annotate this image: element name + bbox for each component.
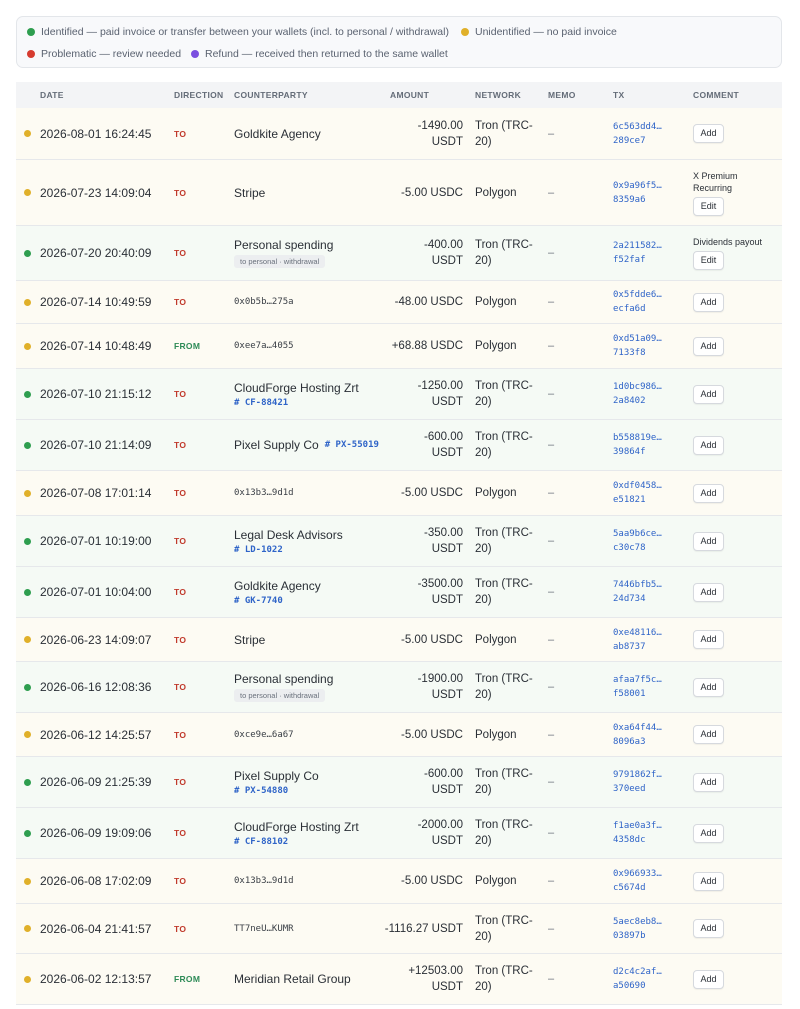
amount-currency: USDT: [431, 447, 463, 459]
add-comment-button[interactable]: Add: [693, 337, 724, 356]
tx-hash-part: a50690: [613, 981, 646, 991]
legend-dot-problematic: [27, 50, 35, 58]
tx-hash-link[interactable]: [613, 915, 662, 943]
transaction-date: 2026-06-08 17:02:09: [40, 874, 152, 888]
status-dot-unidentified: [24, 925, 31, 932]
column-header-counterparty[interactable]: COUNTERPARTY: [234, 90, 308, 100]
counterparty-name: Meridian Retail Group: [234, 972, 351, 986]
tx-hash-part: e51821: [613, 495, 646, 505]
network-name: Polygon: [475, 340, 517, 352]
memo-value: –: [548, 875, 555, 887]
direction-badge: FROM: [174, 341, 201, 351]
network-name: Tron (TRC-: [475, 914, 533, 927]
invoice-ref-link[interactable]: # PX-54880: [234, 785, 289, 796]
amount-value: -400.00: [423, 239, 463, 251]
direction-badge: TO: [174, 876, 187, 886]
amount-value: -1116.27 USDT: [384, 922, 463, 935]
network-name: Tron (TRC-: [475, 380, 533, 392]
direction-badge: FROM: [174, 974, 201, 984]
counterparty-address: 0x0b5b…275a: [234, 297, 294, 307]
status-dot-unidentified: [24, 343, 31, 350]
add-comment-button[interactable]: Add: [693, 436, 724, 455]
tx-hash-part: 370eed: [613, 784, 646, 794]
memo-value: –: [548, 127, 555, 140]
memo-value: –: [548, 340, 555, 352]
tx-hash-part: 2a211582…: [613, 241, 662, 251]
table-row[interactable]: [16, 471, 782, 516]
network-name: Polygon: [475, 728, 517, 741]
invoice-ref-link[interactable]: # CF-88421: [234, 397, 289, 408]
memo-value: –: [548, 439, 555, 451]
tx-hash-link[interactable]: [613, 239, 662, 267]
direction-badge: TO: [174, 682, 187, 692]
tx-hash-link[interactable]: [613, 721, 662, 749]
counterparty-address: 0xce9e…6a67: [234, 729, 294, 740]
direction-badge: TO: [174, 440, 187, 450]
amount-value: -5.00 USDC: [401, 633, 463, 646]
amount-currency: USDT: [431, 784, 463, 796]
tx-hash-part: 0x9a96f5…: [613, 180, 662, 191]
add-comment-button[interactable]: Add: [693, 678, 724, 697]
tx-hash-link[interactable]: [613, 527, 662, 555]
status-dot-identified: [24, 589, 31, 596]
transaction-date: 2026-06-12 14:25:57: [40, 727, 152, 742]
tx-hash-part: ecfa6d: [613, 304, 646, 314]
direction-badge: TO: [174, 828, 187, 838]
tx-hash-part: c5674d: [613, 883, 646, 893]
transaction-date: 2026-07-10 21:15:12: [40, 387, 152, 401]
tx-hash-link[interactable]: [613, 380, 662, 408]
counterparty-name: Goldkite Agency: [234, 126, 321, 141]
transaction-date: 2026-07-23 14:09:04: [40, 185, 152, 200]
legend-item-identified: [27, 26, 449, 38]
tx-hash-link[interactable]: [613, 626, 662, 654]
add-comment-button[interactable]: Add: [693, 773, 724, 792]
network-name: Tron (TRC-: [475, 527, 533, 539]
column-header-memo[interactable]: MEMO: [548, 90, 576, 100]
amount-value: -5.00 USDC: [401, 875, 463, 887]
tx-hash-link[interactable]: [613, 965, 662, 993]
counterparty-name: CloudForge Hosting Zrt: [234, 380, 359, 395]
tx-hash-part: afaa7f5c…: [613, 675, 662, 685]
amount-value: +68.88 USDC: [391, 340, 463, 352]
tx-hash-link[interactable]: [613, 867, 662, 895]
network-name: Tron (TRC-: [475, 119, 533, 132]
table-row[interactable]: [16, 281, 782, 324]
memo-value: –: [548, 973, 555, 985]
direction-badge: TO: [174, 587, 187, 597]
transaction-date: 2026-06-04 21:41:57: [40, 921, 152, 936]
edit-comment-button[interactable]: Edit: [693, 197, 724, 216]
tx-hash-part: 2a8402: [613, 396, 646, 406]
add-comment-button[interactable]: Add: [693, 484, 724, 503]
amount-value: -1250.00: [417, 380, 463, 392]
status-dot-unidentified: [24, 976, 31, 983]
counterparty-name: Personal spending: [234, 672, 334, 686]
tx-hash-part: 0xd51a09…: [613, 334, 662, 344]
legend-label: Problematic — review needed: [41, 48, 182, 60]
status-dot-identified: [24, 830, 31, 837]
network-name: Tron (TRC-: [475, 578, 533, 590]
tx-hash-part: 0xdf0458…: [613, 481, 662, 491]
network-name-cont: 20): [475, 447, 492, 459]
network-name: Tron (TRC-: [475, 768, 533, 780]
tx-hash-part: f52faf: [613, 255, 646, 265]
amount-currency: USDT: [431, 835, 463, 847]
network-name: Tron (TRC-: [475, 673, 533, 685]
tx-hash-part: 7446bfb5…: [613, 580, 662, 590]
transaction-date: 2026-06-09 21:25:39: [40, 775, 152, 789]
direction-badge: TO: [174, 187, 187, 198]
tx-hash-link[interactable]: [613, 673, 662, 701]
transaction-date: 2026-07-01 10:04:00: [40, 585, 152, 599]
legend-item-problematic: [27, 48, 181, 60]
network-name-cont: 20): [475, 835, 492, 847]
amount-currency: USDT: [431, 981, 463, 993]
invoice-ref-link[interactable]: # GK-7740: [234, 595, 283, 606]
tx-hash-part: 24d734: [613, 594, 646, 604]
amount-value: -600.00: [423, 431, 463, 443]
memo-value: –: [548, 681, 555, 693]
table-header: [16, 82, 782, 109]
tx-hash-part: 39864f: [613, 447, 646, 457]
column-header-network[interactable]: NETWORK: [475, 90, 522, 100]
status-dot-identified: [24, 250, 31, 257]
amount-currency: USDT: [431, 135, 463, 148]
tx-hash-part: d2c4c2af…: [613, 967, 662, 977]
comment-text: X Premium Recurring: [693, 170, 738, 193]
add-comment-button[interactable]: Add: [693, 970, 724, 989]
table-row[interactable]: [16, 160, 782, 226]
column-header-tx[interactable]: TX: [613, 90, 625, 100]
tx-hash-part: f58001: [613, 689, 646, 699]
network-name-cont: 20): [475, 396, 492, 408]
tx-hash-part: 0x5fdde6…: [613, 290, 662, 300]
status-dot-unidentified: [24, 636, 31, 643]
network-name: Polygon: [475, 487, 517, 499]
direction-badge: TO: [174, 248, 187, 258]
table-row[interactable]: [16, 904, 782, 954]
amount-currency: USDT: [431, 255, 463, 267]
tx-hash-part: 0x966933…: [613, 869, 662, 879]
transaction-date: 2026-07-01 10:19:00: [40, 534, 152, 548]
tx-hash-link[interactable]: [613, 431, 662, 459]
network-name: Tron (TRC-: [475, 239, 533, 251]
add-comment-button[interactable]: Add: [693, 532, 724, 551]
table-row[interactable]: [16, 369, 782, 420]
tx-hash-link[interactable]: [613, 179, 662, 207]
table-row[interactable]: [16, 757, 782, 808]
amount-currency: USDT: [431, 689, 463, 701]
transaction-date: 2026-06-16 12:08:36: [40, 680, 152, 694]
network-name-cont: 20): [475, 930, 492, 943]
legend-label: Refund — received then returned to the same wallet: [205, 48, 448, 60]
legend-item-unidentified: [461, 26, 617, 38]
amount-value: -5.00 USDC: [401, 186, 463, 199]
direction-badge: TO: [174, 536, 187, 546]
tx-hash-part: 03897b: [613, 930, 646, 941]
withdrawal-tag: to personal · withdrawal: [234, 689, 325, 702]
tx-hash-part: 7133f8: [613, 348, 646, 358]
tx-hash-link[interactable]: [613, 578, 662, 606]
legend-label: Identified — paid invoice or transfer between your wallets (incl. to personal / withdrawal): [41, 26, 449, 38]
tx-hash-link[interactable]: [613, 819, 662, 847]
counterparty-address: 0x13b3…9d1d: [234, 488, 294, 498]
transaction-date: 2026-07-14 10:48:49: [40, 339, 152, 353]
table-row[interactable]: [16, 662, 782, 713]
amount-currency: USDT: [431, 594, 463, 606]
status-dot-identified: [24, 538, 31, 545]
tx-hash-link[interactable]: [613, 479, 662, 507]
amount-value: -48.00 USDC: [394, 296, 463, 308]
memo-value: –: [548, 535, 555, 547]
amount-value: -2000.00: [417, 819, 463, 831]
transaction-date: 2026-06-23 14:09:07: [40, 632, 152, 647]
invoice-ref-link[interactable]: # PX-55019: [324, 440, 379, 450]
status-dot-identified: [24, 391, 31, 398]
direction-badge: TO: [174, 634, 187, 645]
amount-value: -1900.00: [417, 673, 463, 685]
network-name-cont: 20): [475, 255, 492, 267]
column-header-date[interactable]: DATE: [40, 90, 64, 100]
tx-hash-part: 8359a6: [613, 194, 646, 205]
direction-badge: TO: [174, 777, 187, 787]
legend-dot-unidentified: [461, 28, 469, 36]
amount-value: +12503.00: [408, 965, 463, 977]
network-name-cont: 20): [475, 784, 492, 796]
legend-dot-identified: [27, 28, 35, 36]
network-name-cont: 20): [475, 594, 492, 606]
counterparty-name: Stripe: [234, 632, 266, 647]
counterparty-name: Stripe: [234, 185, 266, 200]
network-name-cont: 20): [475, 135, 492, 148]
table-row[interactable]: [16, 713, 782, 757]
status-legend: [16, 16, 782, 68]
direction-badge: TO: [174, 729, 187, 740]
direction-badge: TO: [174, 128, 187, 139]
memo-value: –: [548, 186, 555, 199]
transaction-date: 2026-07-08 17:01:14: [40, 486, 152, 500]
counterparty-address: 0xee7a…4055: [234, 341, 294, 351]
counterparty-address: TT7neU…KUMR: [234, 923, 294, 934]
add-comment-button[interactable]: Add: [693, 124, 724, 143]
direction-badge: TO: [174, 923, 187, 934]
memo-value: –: [548, 776, 555, 788]
direction-badge: TO: [174, 488, 187, 498]
network-name: Tron (TRC-: [475, 819, 533, 831]
network-name: Tron (TRC-: [475, 431, 533, 443]
tx-hash-link[interactable]: [613, 288, 662, 316]
tx-hash-part: 6c563dd4…: [613, 121, 662, 132]
transaction-date: 2026-07-20 20:40:09: [40, 246, 152, 260]
table-row[interactable]: [16, 859, 782, 904]
tx-hash-part: 5aa9b6ce…: [613, 529, 662, 539]
amount-currency: USDT: [431, 396, 463, 408]
memo-value: –: [548, 487, 555, 499]
table-row[interactable]: [16, 954, 782, 1005]
table-row[interactable]: [16, 618, 782, 662]
status-dot-unidentified: [24, 731, 31, 738]
transaction-date: 2026-08-01 16:24:45: [40, 126, 152, 141]
add-comment-button[interactable]: Add: [693, 824, 724, 843]
table-row[interactable]: [16, 567, 782, 618]
legend-item-refund: [191, 48, 448, 60]
tx-hash-part: 4358dc: [613, 835, 646, 845]
add-comment-button[interactable]: Add: [693, 919, 724, 938]
tx-hash-part: 8096a3: [613, 736, 646, 747]
amount-value: -3500.00: [417, 578, 463, 590]
add-comment-button[interactable]: Add: [693, 872, 724, 891]
amount-value: -600.00: [423, 768, 463, 780]
memo-value: –: [548, 827, 555, 839]
status-dot-unidentified: [24, 130, 31, 137]
table-row[interactable]: [16, 324, 782, 369]
add-comment-button[interactable]: Add: [693, 385, 724, 404]
counterparty-name: Legal Desk Advisors: [234, 527, 343, 542]
legend-label: Unidentified — no paid invoice: [475, 26, 617, 38]
network-name: Polygon: [475, 186, 517, 199]
status-dot-unidentified: [24, 299, 31, 306]
network-name-cont: 20): [475, 689, 492, 701]
status-dot-identified: [24, 684, 31, 691]
status-dot-identified: [24, 779, 31, 786]
tx-hash-part: 5aec8eb8…: [613, 916, 662, 927]
status-dot-unidentified: [24, 490, 31, 497]
status-dot-identified: [24, 442, 31, 449]
tx-hash-part: 9791862f…: [613, 770, 662, 780]
network-name: Polygon: [475, 296, 517, 308]
add-comment-button[interactable]: Add: [693, 725, 724, 744]
counterparty-name: Goldkite Agency: [234, 578, 321, 593]
counterparty-name: CloudForge Hosting Zrt: [234, 819, 359, 834]
table-row[interactable]: [16, 516, 782, 567]
table-row[interactable]: [16, 808, 782, 859]
tx-hash-part: c30c78: [613, 543, 646, 553]
table-row[interactable]: [16, 420, 782, 471]
legend-dot-refund: [191, 50, 199, 58]
tx-hash-link[interactable]: [613, 120, 662, 148]
tx-hash-part: b558819e…: [613, 433, 662, 443]
table-row[interactable]: [16, 226, 782, 281]
network-name: Polygon: [475, 633, 517, 646]
amount-value: -350.00: [423, 527, 463, 539]
tx-hash-link[interactable]: [613, 768, 662, 796]
invoice-ref-link[interactable]: # LD-1022: [234, 544, 283, 555]
tx-hash-part: f1ae0a3f…: [613, 821, 662, 831]
comment-text: Dividends payout: [693, 237, 763, 247]
column-header-comment[interactable]: COMMENT: [693, 90, 740, 100]
memo-value: –: [548, 728, 555, 741]
amount-value: -5.00 USDC: [401, 728, 463, 741]
network-name-cont: 20): [475, 981, 492, 993]
amount-currency: USDT: [431, 543, 463, 555]
counterparty-name: Pixel Supply Co: [234, 438, 319, 452]
direction-badge: TO: [174, 389, 187, 399]
column-header-direction[interactable]: DIRECTION: [174, 90, 224, 100]
memo-value: –: [548, 247, 555, 259]
amount-value: -5.00 USDC: [401, 487, 463, 499]
network-name-cont: 20): [475, 543, 492, 555]
table-row[interactable]: [16, 108, 782, 160]
transaction-date: 2026-06-02 12:13:57: [40, 972, 152, 986]
transaction-date: 2026-06-09 19:09:06: [40, 826, 152, 840]
memo-value: –: [548, 633, 555, 646]
add-comment-button[interactable]: Add: [693, 293, 724, 312]
counterparty-address: 0x13b3…9d1d: [234, 876, 294, 886]
status-dot-unidentified: [24, 189, 31, 196]
memo-value: –: [548, 296, 555, 308]
direction-badge: TO: [174, 297, 187, 307]
tx-hash-part: 0xa64f44…: [613, 722, 662, 733]
memo-value: –: [548, 586, 555, 598]
tx-hash-part: 1d0bc986…: [613, 382, 662, 392]
transaction-date: 2026-07-14 10:49:59: [40, 295, 152, 309]
memo-value: –: [548, 388, 555, 400]
add-comment-button[interactable]: Add: [693, 583, 724, 602]
transaction-date: 2026-07-10 21:14:09: [40, 438, 152, 452]
tx-hash-link[interactable]: [613, 332, 662, 360]
tx-hash-part: ab8737: [613, 641, 646, 652]
invoice-ref-link[interactable]: # CF-88102: [234, 836, 289, 847]
add-comment-button[interactable]: Add: [693, 630, 724, 649]
counterparty-name: Personal spending: [234, 238, 334, 252]
column-header-amount[interactable]: AMOUNT: [390, 90, 430, 100]
memo-value: –: [548, 922, 555, 935]
tx-hash-part: 0xe48116…: [613, 627, 662, 638]
network-name: Tron (TRC-: [475, 965, 533, 977]
counterparty-name: Pixel Supply Co: [234, 768, 319, 783]
network-name: Polygon: [475, 875, 517, 887]
status-dot-unidentified: [24, 878, 31, 885]
withdrawal-tag: to personal · withdrawal: [234, 255, 325, 268]
tx-hash-part: 289ce7: [613, 135, 646, 146]
amount-value: -1490.00: [417, 119, 463, 132]
edit-comment-button[interactable]: Edit: [693, 251, 724, 270]
